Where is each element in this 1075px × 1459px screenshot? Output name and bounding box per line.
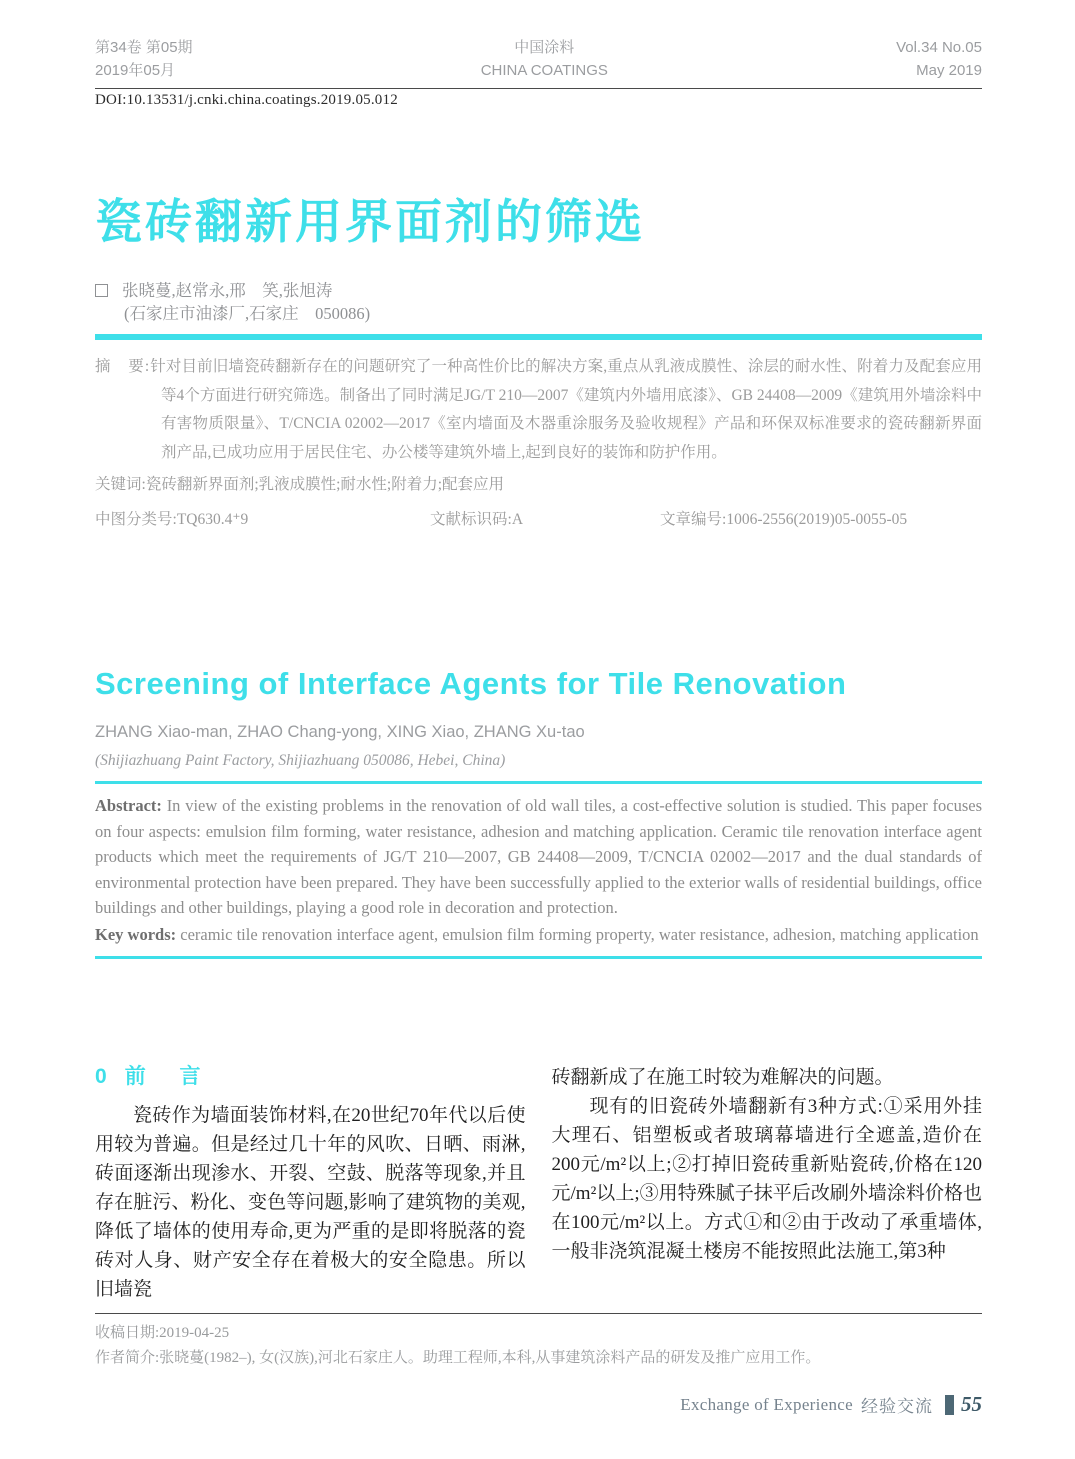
journal-header — [95, 36, 982, 89]
date-en: May 2019 — [916, 62, 982, 79]
abstract-divider-bottom — [95, 956, 982, 959]
abstract-divider-top — [95, 781, 982, 784]
authors-en: ZHANG Xiao-man, ZHAO Chang-yong, XING Xiao, ZHANG Xu-tao — [95, 723, 585, 741]
section-heading — [95, 1063, 526, 1091]
header-right — [896, 36, 982, 82]
volume-issue-en: Vol.34 No.05 — [896, 39, 982, 56]
section-number: 0 — [95, 1065, 107, 1088]
clc-number — [95, 507, 430, 533]
journal-name-en: CHINA COATINGS — [480, 62, 608, 79]
volume-issue-cn: 第34卷 第05期 — [95, 39, 193, 56]
document-code-value: A — [511, 511, 524, 528]
keywords-cn-label: 关键词: — [95, 476, 146, 493]
keywords-cn — [95, 472, 982, 498]
footnote-block — [95, 1313, 982, 1371]
abstract-cn-text: 针对目前旧墙瓷砖翻新存在的问题研究了一种高性价比的解决方案,重点从乳液成膜性、涂层的耐水性、附着力及配套应用等4个方面进行研究筛选。制备出了同时满足JG/T 210—2007《建筑内外墙用底漆》、GB 24408—2009《建筑用外墙涂料中有害物质限量》、T/CNCIA 02002—2017《室内墙面及木器重涂服务及验收规程》产品和环保双标准要求的瓷砖翻新界面剂产品,已成功应用于居民住宅、办公楼等建筑外墙上,起到良好的装饰和防护作用。 — [150, 358, 982, 461]
abstract-en-text: In view of the existing problems in the renovation of old wall tiles, a cost-effective solution is studied. This paper focuses on four aspects: emulsion film forming, water resistance, adhesion and matching application. Ceramic tile renovation interface agent products which meet the requirements of JG/T 210—2007, GB 24408—2009, T/CNCIA 02002—2017 and the dual standards of environmental protection have been prepared. They have been successfully applied to the exterior walls of residential buildings, office buildings and other buildings, playing a good role in decoration and protection. — [95, 796, 982, 917]
affiliation-en: (Shijiazhuang Paint Factory, Shijiazhuang 050086, Hebei, China) — [95, 752, 506, 769]
footer-section-en: Exchange of Experience — [680, 1394, 853, 1414]
abstract-cn-label: 摘 要: — [95, 358, 151, 375]
section-title: 前 言 — [124, 1065, 215, 1088]
document-code-label: 文献标识码: — [430, 511, 512, 528]
article-id — [660, 507, 907, 533]
abstract-en-label: Abstract: — [95, 796, 162, 815]
clc-label: 中图分类号: — [95, 511, 177, 528]
journal-name-cn: 中国涂料 — [514, 39, 575, 56]
article-id-label: 文章编号: — [660, 511, 727, 528]
footer-section-cn: 经验交流 — [861, 1397, 933, 1416]
title-divider-bar — [95, 334, 982, 340]
document-code — [430, 507, 660, 533]
received-date-label: 收稿日期: — [95, 1325, 160, 1341]
page-footer — [680, 1392, 982, 1417]
abstract-en — [95, 793, 982, 921]
doi-line: DOI:10.13531/j.cnki.china.coatings.2019.05.012 — [95, 92, 398, 108]
keywords-en-text: ceramic tile renovation interface agent, emulsion film forming property, water resistance, adhesion, matching application — [180, 924, 979, 944]
article-id-value: 1006-2556(2019)05-0055-05 — [726, 511, 908, 528]
abstract-cn — [95, 353, 982, 467]
header-left — [95, 36, 193, 82]
affiliation-cn: (石家庄市油漆厂,石家庄 050086) — [124, 304, 371, 323]
article-title-cn: 瓷砖翻新用界面剂的筛选 — [95, 195, 645, 248]
body-column-right — [552, 1063, 983, 1304]
keywords-cn-text: 瓷砖翻新界面剂;乳液成膜性;耐水性;附着力;配套应用 — [145, 476, 505, 493]
date-cn: 2019年05月 — [95, 62, 176, 79]
page-number: 55 — [961, 1392, 982, 1416]
body-paragraph: 瓷砖作为墙面装饰材料,在20世纪70年代以后使用较为普遍。但是经过几十年的风吹、日晒、雨淋,砖面逐渐出现渗水、开裂、空鼓、脱落等现象,并且存在脏污、粉化、变色等问题,影响了建筑物的美观,降低了墙体的使用寿命,更为严重的是即将脱落的瓷砖对人身、财产安全存在着极大的安全隐患。所以旧墙瓷 — [95, 1105, 526, 1300]
author-marker-icon — [95, 284, 108, 297]
authors-cn: 张晓蔓,赵常永,邢 笑,张旭涛 — [122, 281, 333, 300]
article-body — [95, 1063, 982, 1304]
body-column-left — [95, 1063, 526, 1304]
authors-cn-row — [95, 279, 982, 302]
clc-value: TQ630.4⁺9 — [176, 511, 249, 528]
body-paragraph: 现有的旧瓷砖外墙翻新有3种方式:①采用外挂大理石、铝塑板或者玻璃幕墙进行全遮盖,造价在200元/m²以上;②打掉旧瓷砖重新贴瓷砖,价格在120元/m²以上;③用特殊腻子抹平后改刷外墙涂料价格也在100元/m²以上。方式①和②由于改动了承重墙体,一般非浇筑混凝土楼房不能按照此法施工,第3种 — [551, 1096, 982, 1262]
keywords-en-label: Key words: — [95, 924, 177, 944]
received-date-value: 2019-04-25 — [159, 1325, 230, 1341]
author-bio-line — [95, 1346, 982, 1371]
article-title-en: Screening of Interface Agents for Tile Renovation — [95, 666, 847, 701]
author-bio-label: 作者简介: — [95, 1350, 160, 1366]
author-bio-value: 张晓蔓(1982–), 女(汉族),河北石家庄人。助理工程师,本科,从事建筑涂料产品的研发及推广应用工作。 — [159, 1350, 821, 1366]
header-center — [481, 36, 608, 82]
keywords-en — [95, 922, 982, 948]
body-paragraph: 砖翻新成了在施工时较为难解决的问题。 — [551, 1067, 894, 1088]
received-date-line — [95, 1321, 982, 1346]
article-meta-row — [95, 507, 982, 533]
page-number-bar — [945, 1395, 954, 1415]
